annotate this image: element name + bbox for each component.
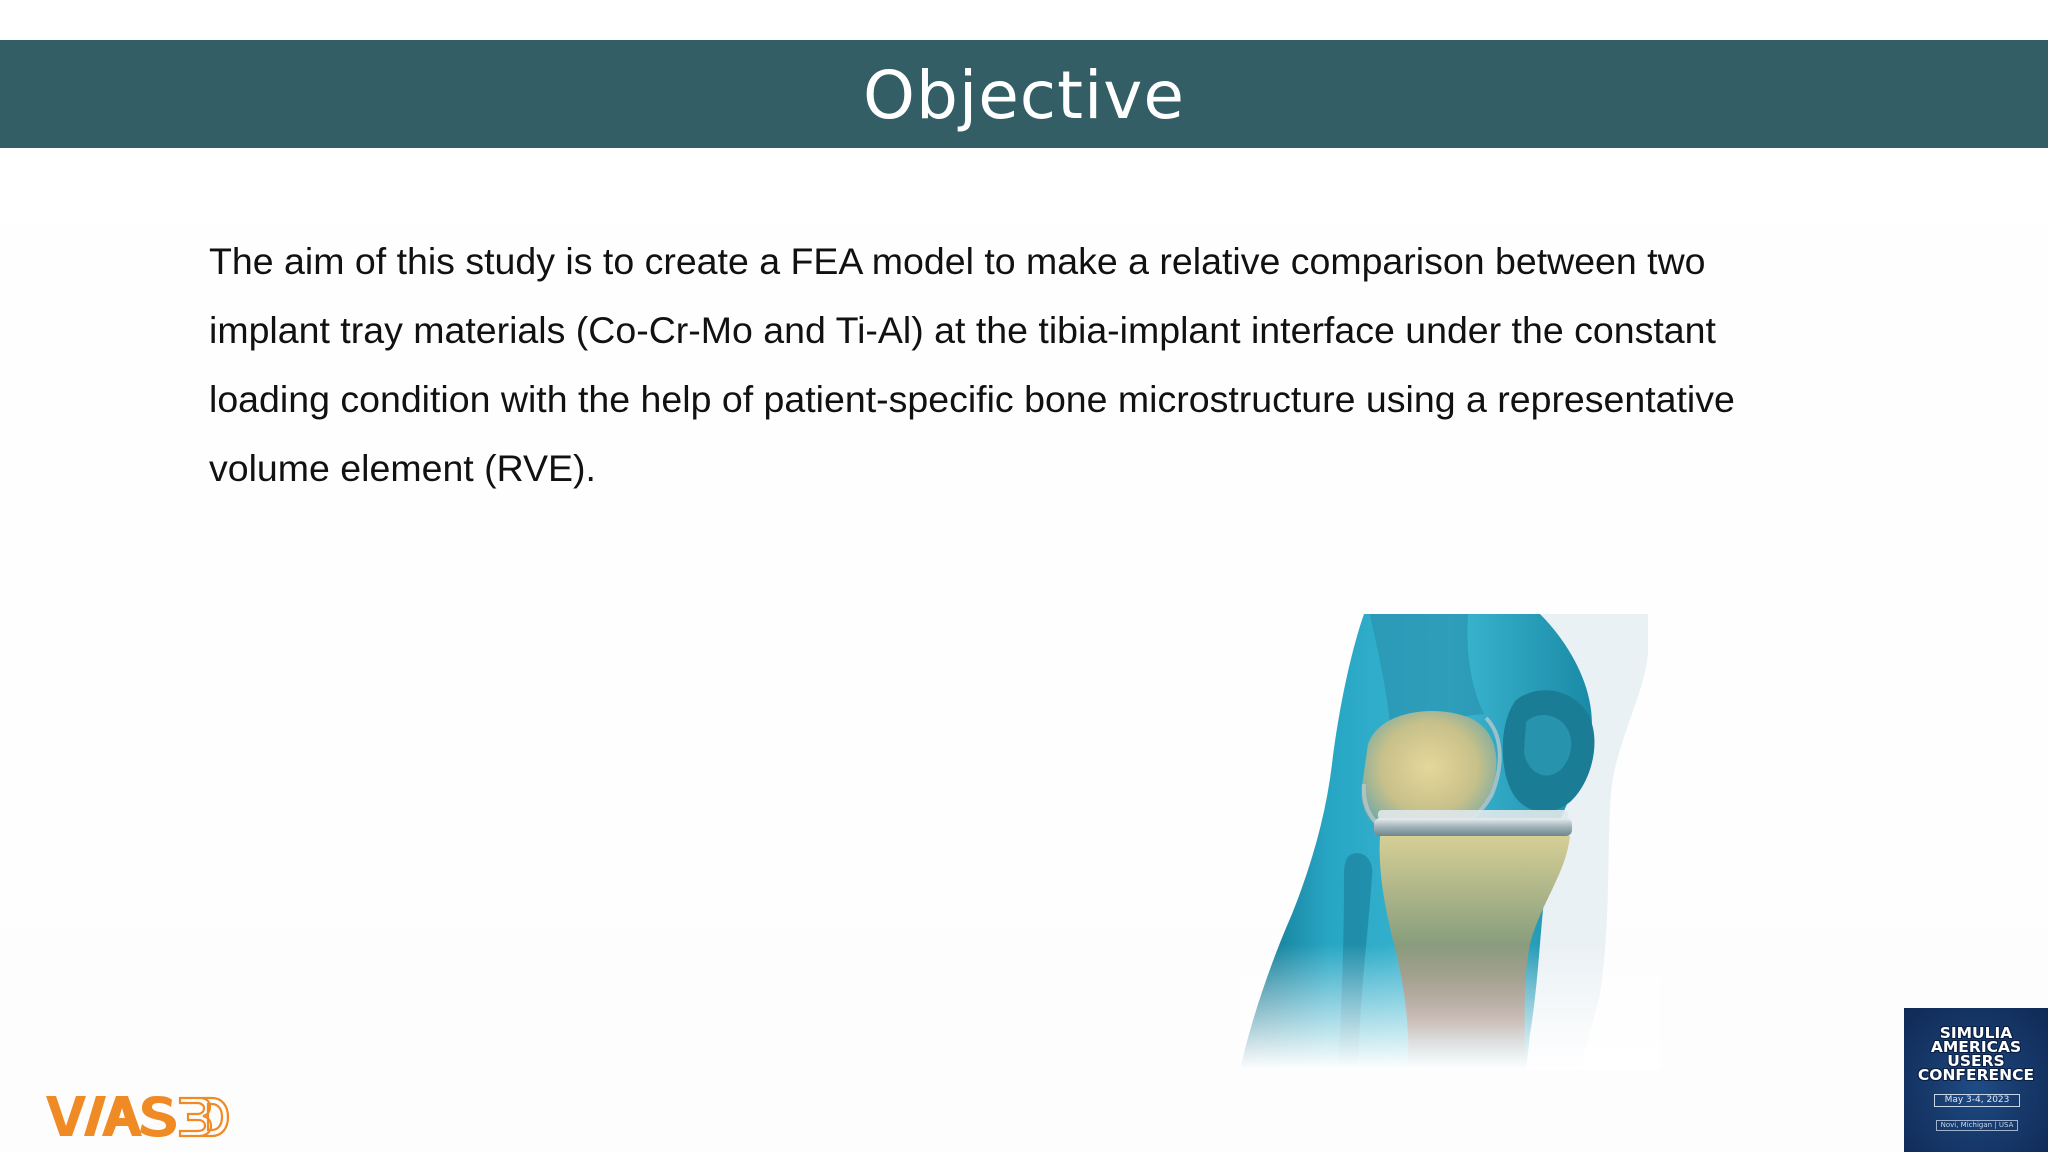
paragraph-line: volume element (RVE). — [209, 447, 596, 489]
paragraph-line: implant tray materials (Co-Cr-Mo and Ti-Al) at the tibia-implant interface under the constant — [209, 309, 1716, 351]
conference-title-line: CONFERENCE — [1917, 1066, 2035, 1084]
conference-title-line: AMERICAS — [1930, 1038, 2022, 1056]
knee-implant-illustration — [1240, 614, 1660, 1070]
conference-title-line: USERS — [1947, 1052, 2005, 1070]
objective-paragraph — [209, 227, 1809, 503]
paragraph-line: loading condition with the help of patient-specific bone microstructure using a representative — [209, 378, 1735, 420]
conference-date: May 3-4, 2023 — [1934, 1094, 2020, 1107]
paragraph-line: The aim of this study is to create a FEA model to make a relative comparison between two — [209, 240, 1706, 282]
title-bar — [0, 40, 2048, 148]
conference-title — [1914, 1026, 2038, 1082]
simulia-conference-logo — [1904, 1008, 2048, 1152]
conference-location: Novi, Michigan | USA — [1936, 1120, 2018, 1131]
vias3d-logo — [44, 1090, 230, 1142]
conference-title-line: SIMULIA — [1939, 1024, 2013, 1042]
slide-title: Objective — [863, 56, 1185, 134]
